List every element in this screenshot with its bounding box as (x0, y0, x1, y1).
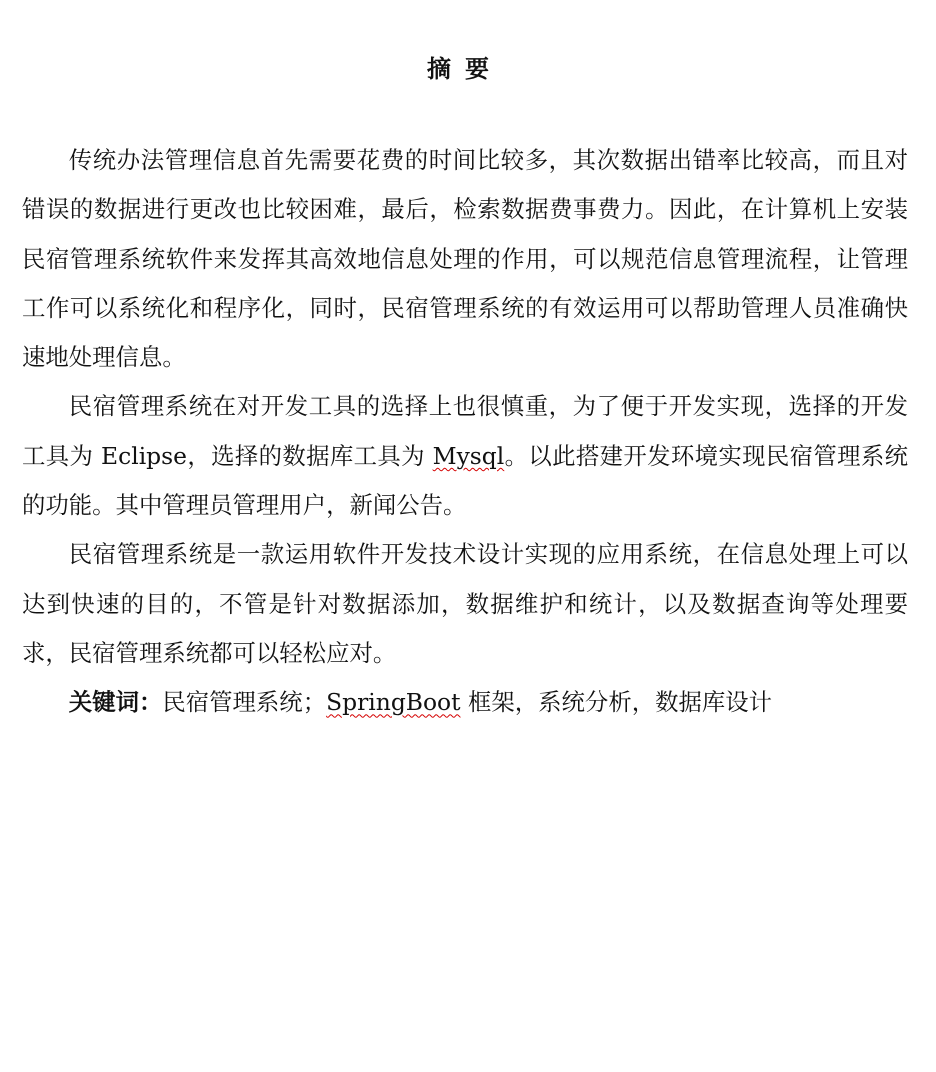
keywords-line (22, 678, 908, 727)
abstract-paragraph-1 (22, 136, 908, 382)
keywords-text: 框架，系统分析，数据库设计 (460, 688, 773, 717)
paragraph-text: 。以此搭建开发环境实现民宿管理系统的功能。其中管理员管理用户，新闻公告。 (22, 441, 908, 520)
abstract-title: 摘要 (427, 54, 503, 83)
paragraph-text: 传统办法管理信息首先需要花费的时间比较多，其次数据出错率比较高，而且对错误的数据进行更改也比较困难，最后，检索数据费事费力。因此，在计算机上安装民宿管理系统软件来发挥其高效地信息处理的作用，可以规范信息管理流程，让管理工作可以系统化和程序化，同时，民宿管理系统的有效运用可以帮助管理人员准确快速地处理信息。 (22, 146, 908, 372)
paragraph-text: 民宿管理系统是一款运用软件开发技术设计实现的应用系统，在信息处理上可以达到快速的目的，不管是针对数据添加，数据维护和统计，以及数据查询等处理要求，民宿管理系统都可以轻松应对。 (22, 540, 908, 667)
abstract-paragraph-3 (22, 530, 908, 678)
spellcheck-flagged-word[interactable]: SpringBoot (326, 688, 461, 717)
abstract-paragraph-2 (22, 382, 908, 530)
abstract-body (22, 136, 908, 728)
keywords-label (69, 688, 163, 716)
keywords-label-text: 关键词 (68, 688, 139, 717)
keywords-text: 民宿管理系统； (162, 688, 327, 717)
spellcheck-flagged-word[interactable]: Mysql (432, 441, 505, 470)
paragraph-text: 民宿管理系统在对开发工具的选择上也很慎重，为了便于开发实现，选择的开发工具为 Eclipse，选择的数据库工具为 (22, 392, 908, 470)
keywords-label-colon: ： (138, 688, 163, 717)
